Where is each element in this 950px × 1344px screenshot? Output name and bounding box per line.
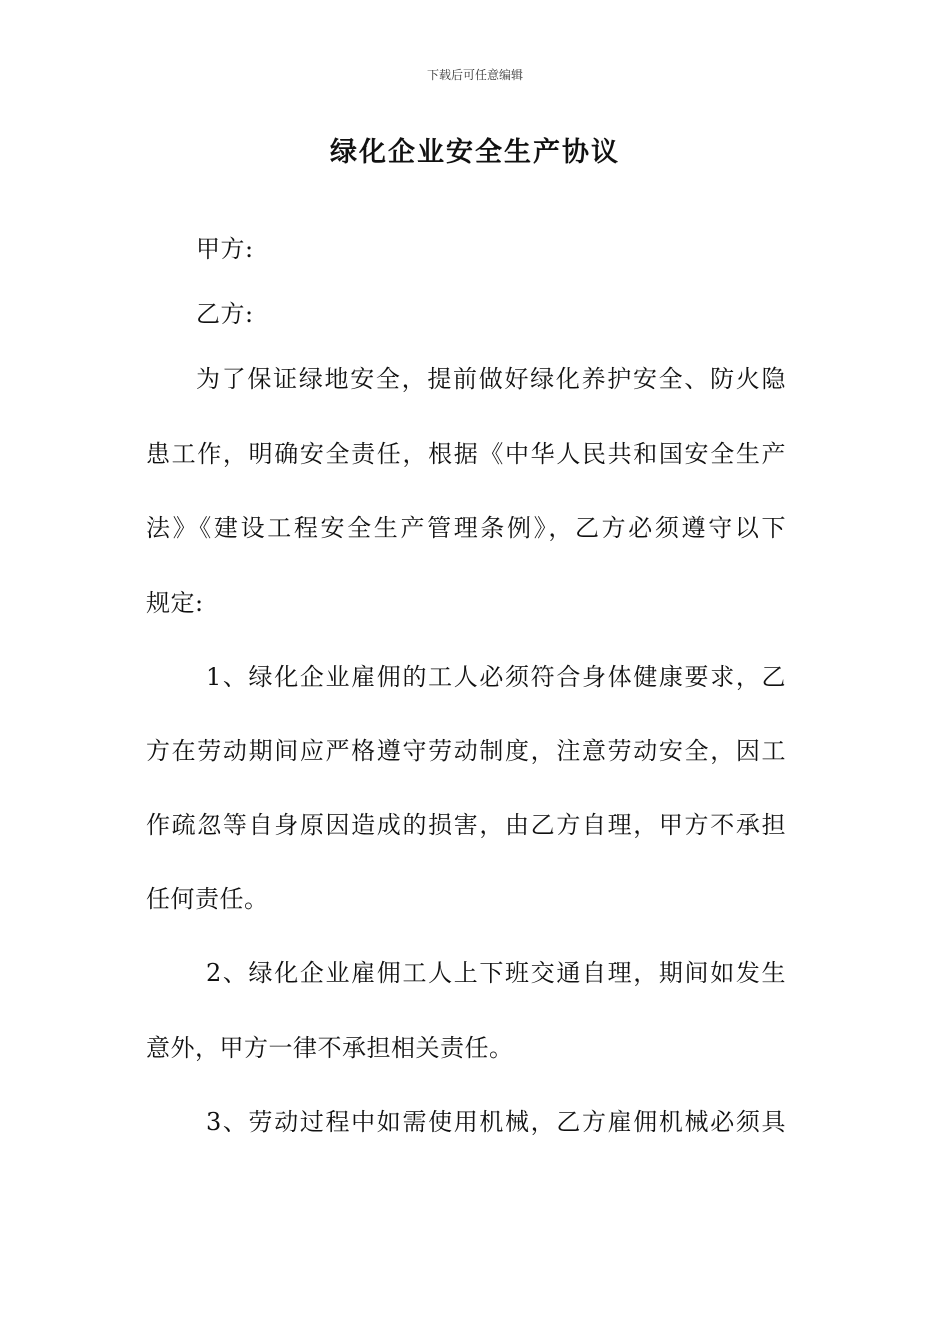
clause-2-line: 2、绿化企业雇佣工人上下班交通自理，期间如发生 [206, 959, 786, 987]
paragraph-line: 法》《建设工程安全生产管理条例》，乙方必须遵守以下 [146, 514, 786, 542]
clause-3-line: 3、劳动过程中如需使用机械，乙方雇佣机械必须具 [206, 1108, 786, 1136]
clause-1-line: 方在劳动期间应严格遵守劳动制度，注意劳动安全，因工 [146, 737, 786, 765]
clause-2-line: 意外，甲方一律不承担相关责任。 [146, 1034, 514, 1062]
paragraph-line: 为了保证绿地安全，提前做好绿化养护安全、防火隐 [196, 365, 786, 393]
document-title: 绿化企业安全生产协议 [330, 137, 620, 168]
party-b-label: 乙方: [196, 300, 254, 328]
clause-1-line: 任何责任。 [146, 885, 269, 913]
paragraph-line: 规定: [146, 589, 204, 617]
header-note: 下载后可任意编辑 [426, 68, 523, 82]
clause-1-line: 1、绿化企业雇佣的工人必须符合身体健康要求，乙 [206, 663, 786, 691]
paragraph-line: 患工作，明确安全责任，根据《中华人民共和国安全生产 [146, 440, 786, 468]
party-a-label: 甲方: [196, 235, 254, 263]
clause-1-line: 作疏忽等自身原因造成的损害，由乙方自理，甲方不承担 [146, 811, 786, 839]
